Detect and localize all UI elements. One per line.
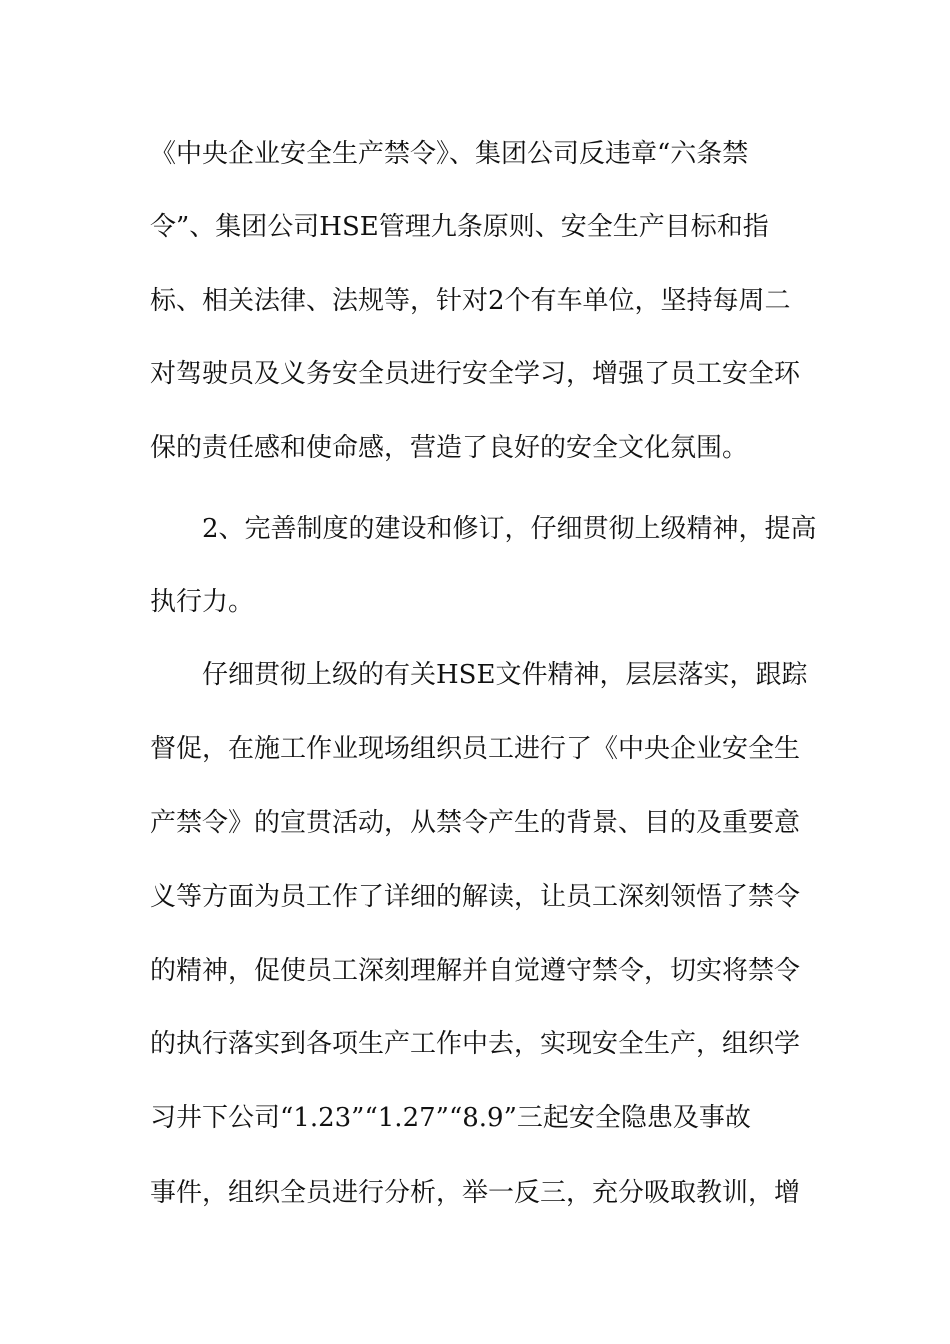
text-line: 的精神，促使员工深刻理解并自觉遵守禁令，切实将禁令 — [150, 956, 801, 986]
text-line: 督促，在施工作业现场组织员工进行了《中央企业安全生 — [150, 734, 801, 764]
text-line: 对驾驶员及义务安全员进行安全学习，增强了员工安全环 — [150, 359, 801, 389]
text-line: 事件，组织全员进行分析，举一反三，充分吸取教训，增 — [150, 1178, 801, 1208]
text-line: 标、相关法律、法规等，针对2个有车单位，坚持每周二 — [150, 286, 791, 316]
text-line: 《中央企业安全生产禁令》、集团公司反违章“六条禁 — [150, 139, 749, 169]
section-heading-continued: 执行力。 — [150, 587, 255, 617]
text-line: 习井下公司“1.23”“1.27”“8.9”三起安全隐患及事故 — [150, 1103, 751, 1133]
text-line: 产禁令》的宣贯活动，从禁令产生的背景、目的及重要意 — [150, 808, 801, 838]
text-line: 保的责任感和使命感，营造了良好的安全文化氛围。 — [150, 433, 749, 463]
text-line: 的执行落实到各项生产工作中去，实现安全生产，组织学 — [150, 1029, 801, 1059]
text-line: 令”、集团公司HSE管理九条原则、安全生产目标和指 — [150, 212, 769, 242]
paragraph-start: 仔细贯彻上级的有关HSE文件精神，层层落实，跟踪 — [202, 660, 808, 690]
text-line: 义等方面为员工作了详细的解读，让员工深刻领悟了禁令 — [150, 882, 801, 912]
section-heading: 2、完善制度的建设和修订，仔细贯彻上级精神，提高 — [202, 514, 817, 544]
